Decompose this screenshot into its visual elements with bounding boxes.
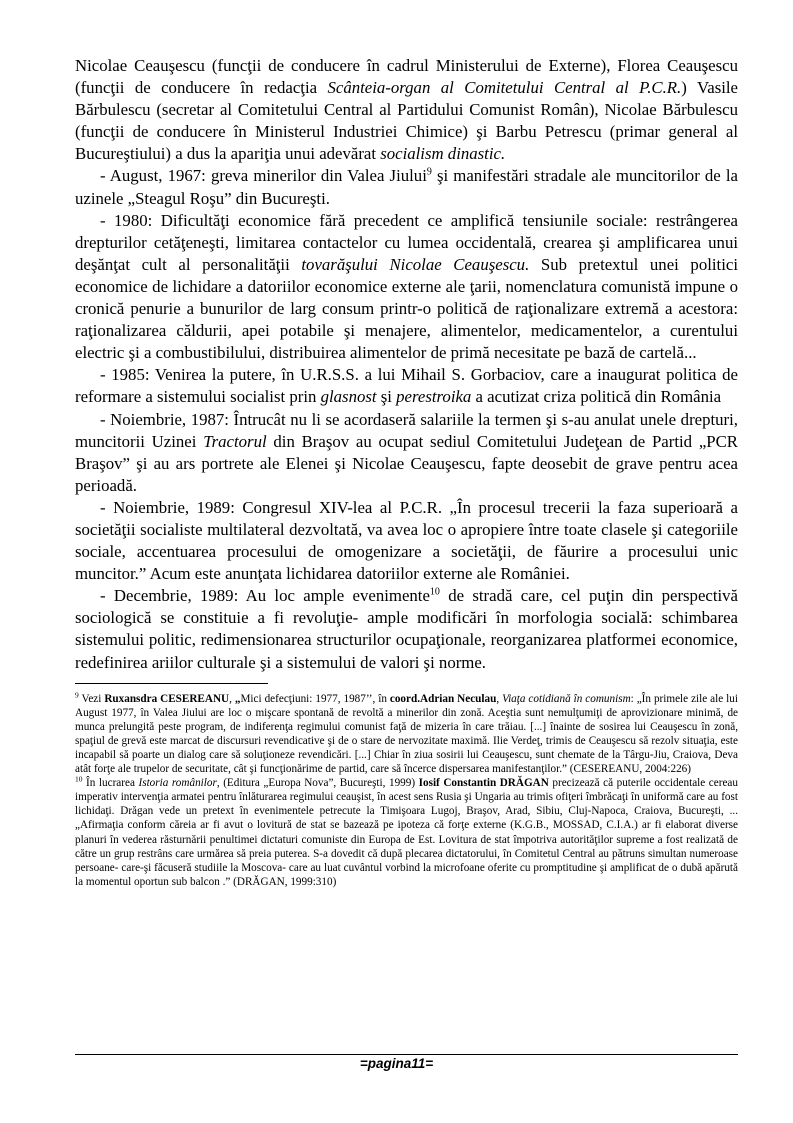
footnote-9 xyxy=(75,689,738,777)
italic-text: Viaţa cotidiană în comunism xyxy=(502,692,631,705)
paragraph xyxy=(75,165,738,209)
text-run: Sub pretextul unei politici economice de lichidare a datoriilor economice externe ale ţarii, nomenclatura comunistă impune o cronică penurie a bunurilor de larg consum printr-o politică de raţionalizare extremă a acestora: raţionalizarea căldurii, apei potabile şi menajere, alimentelor, medicamentelor, a curentului electric şi a combustibilului, distribuirea alimentelor de primă necesitate pe bază de cartelă... xyxy=(75,254,738,363)
paragraph xyxy=(75,210,738,365)
footnote-ref[interactable]: 9 xyxy=(426,166,432,178)
text-run: - Noiembrie, 1989: Congresul XIV-lea al P.C.R. „În procesul trecerii la faza superioară a societăţii socialiste multilateral dezvoltată, va avea loc o apropiere între toate clasele şi categoriile sociale, accentuarea procesului de omogenizare a societăţii, de făurire a procesului unic muncitor.” Acum este anunţata lichidarea datoriilor externe ale României. xyxy=(75,497,738,584)
document-page xyxy=(75,55,738,889)
text-run: - 1980: Dificultăţi economice fără precedent ce amplifică tensiunile sociale: restrângerea drepturilor cetăţeneşti, limitarea contactelor cu lumea occidentală, crearea şi amplificarea unui deşănţat cult al personalităţii xyxy=(75,210,738,274)
text-run: şi manifestări stradale ale muncitorilor de la uzinele „Steagul Roşu” din Bucureşti. xyxy=(75,166,738,208)
italic-text: perestroika xyxy=(396,387,472,407)
text-run: - August, 1967: greva minerilor din Valea Jiului xyxy=(100,166,427,186)
text-run: - 1985: Venirea la putere, în U.R.S.S. a lui Mihail S. Gorbaciov, care a inaugurat politica de reformare a sistemului socialist prin xyxy=(75,365,738,407)
text-run: şi xyxy=(376,387,397,407)
text-run: a acutizat criza politică din România xyxy=(471,387,722,407)
text-run: de stradă care, cel puţin din perspectivă sociologică se constituie a fi revoluţie- ample modificări în morfologia socială: schimbarea sistemului politic, redimensionarea structurilor ocupaţionale, reorganizarea platformei economice, redefinirea ariilor culturale şi a sistemului de valori şi norme. xyxy=(75,586,739,672)
paragraph xyxy=(75,55,738,165)
italic-text: glasnost xyxy=(320,387,377,407)
main-text xyxy=(75,55,738,674)
bold-text: Iosif Constantin DRĂGAN xyxy=(418,777,549,790)
text-run: - Noiembrie, 1987: Întrucât nu li se acordaseră salariile la termen şi s-au anulat unele drepturi, muncitorii Uzinei xyxy=(75,409,738,451)
paragraph xyxy=(75,497,738,585)
footnote-ref[interactable]: 10 xyxy=(429,586,440,598)
footnote-number: 9 xyxy=(75,689,79,699)
text-run: ) Vasile Bărbulescu (secretar al Comitetului Central al Partidului Comunist Român), Nicolae Bărbulescu (funcţii de conducere în Ministerul Industriei Chimice) şi Barbu Petrescu (primar general al Bucureştiului) a dus la apariţia unui adevărat xyxy=(75,78,738,164)
text-run: precizează că puterile occidentale cereau imperativ intervenţia armatei pentru înlăturarea regimului ceauşist, în acest sens Rusia şi Ungaria au trimis ofiţeri îmbrăcaţi în uniformă care au fost lichidaţi. Drăgan vede un pretext în evenimentele petrecute la Timişoara Lugoj, Braşov, Arad, Sibiu, Cluj-Napoca, Craiova, Bucureşti, ... „Afirmaţia conform căreia ar fi avut o lovitură de stat se bazează pe ipoteza că forţe externe (K.G.B., MOSSAD, C.I.A.) ar fi elaborat diverse planuri în vederea răsturnării penultimei dictaturi comuniste din Europa de Est. Lovitura de stat împotriva autorităţilor supreme a fost realizată de către un grup restrâns care urmărea să preia puterea. S-a dovedit că după plecarea dictatorului, în Comitetul Central au pătruns simultan numeroase persoane- care-şi făcuseră studiile la Moscova- care au luat cuvântul vorbind la microfoane oferite cu promptitudine şi amplificat de o dubă apărută la momentul oportun sub balcon .” (DRĂGAN, 1999:310) xyxy=(75,777,738,888)
italic-text: Scânteia-organ al Comitetului Central al P.C.R. xyxy=(327,78,682,98)
italic-text: tovarăşului Nicolae Ceauşescu. xyxy=(301,254,530,274)
text-run: În lucrarea xyxy=(82,777,139,790)
footnote-number: 10 xyxy=(75,774,83,784)
page-number: =pagina11= xyxy=(359,1056,434,1071)
italic-text: Tractorul xyxy=(203,431,267,451)
footnotes xyxy=(75,689,738,889)
footer-rule xyxy=(75,1054,738,1055)
bold-text: „ xyxy=(234,692,241,705)
text-run: - Decembrie, 1989: Au loc ample evenimente xyxy=(100,586,430,606)
bold-text: Ruxansdra CESEREANU xyxy=(104,692,230,705)
text-run: : „În primele zile ale lui August 1977, în Valea Jiului are loc o mişcare spontană de revoltă a minerilor din zonă. Aceştia sunt nemulţumiţi de aprovizionare minimă, de munca prelungită peste program, de indiferenţa regimului comunist faţă de mizeria în care trăiau. [...] înainte de sosirea lui Ceauşescu în zonă, spaţiul de grevă este marcat de discursuri revendicative şi de o stare de nervozitate maximă. Ilie Verdeţ, trimis de Ceauşescu să rezolv situaţia, este incapabil să poarte un dialog care să soluţioneze revendicări. [...] Chiar în ziua sosirii lui Ceauşescu, sunt chemate de la Târgu-Jiu, Craiova, Deva atât forţe ale trupelor de securitate, cât şi funcţionărime de partid, care să încerce dispersarea manifestanţilor.” (CESEREANU, 2004:226) xyxy=(75,692,738,776)
footnote-separator xyxy=(75,683,268,684)
text-run: , (Editura „Europa Nova”, Bucureşti, 1999) xyxy=(216,777,419,790)
italic-text: socialism dinastic. xyxy=(380,144,506,164)
text-run: , xyxy=(496,692,503,705)
italic-text: Istoria românilor xyxy=(138,777,217,790)
paragraph xyxy=(75,585,738,673)
text-run: Vezi xyxy=(78,692,105,705)
text-run: Mici defecţiuni: 1977, 1987’’, în xyxy=(240,692,390,705)
bold-text: coord.Adrian Neculau xyxy=(389,692,497,705)
text-run: din Braşov au ocupat sediul Comitetului Judeţean de Partid „PCR Braşov” şi au ars portrete ale Elenei şi Nicolae Ceauşescu, fapte deosebit de grave pentru acea perioadă. xyxy=(75,431,738,495)
text-run: Nicolae Ceauşescu (funcţii de conducere în cadrul Ministerului de Externe), Florea Ceauşescu (funcţii de conducere în redacţia xyxy=(75,56,738,98)
paragraph xyxy=(75,364,738,408)
paragraph xyxy=(75,409,738,497)
text-run: , xyxy=(229,692,235,705)
footnote-10 xyxy=(75,776,738,889)
